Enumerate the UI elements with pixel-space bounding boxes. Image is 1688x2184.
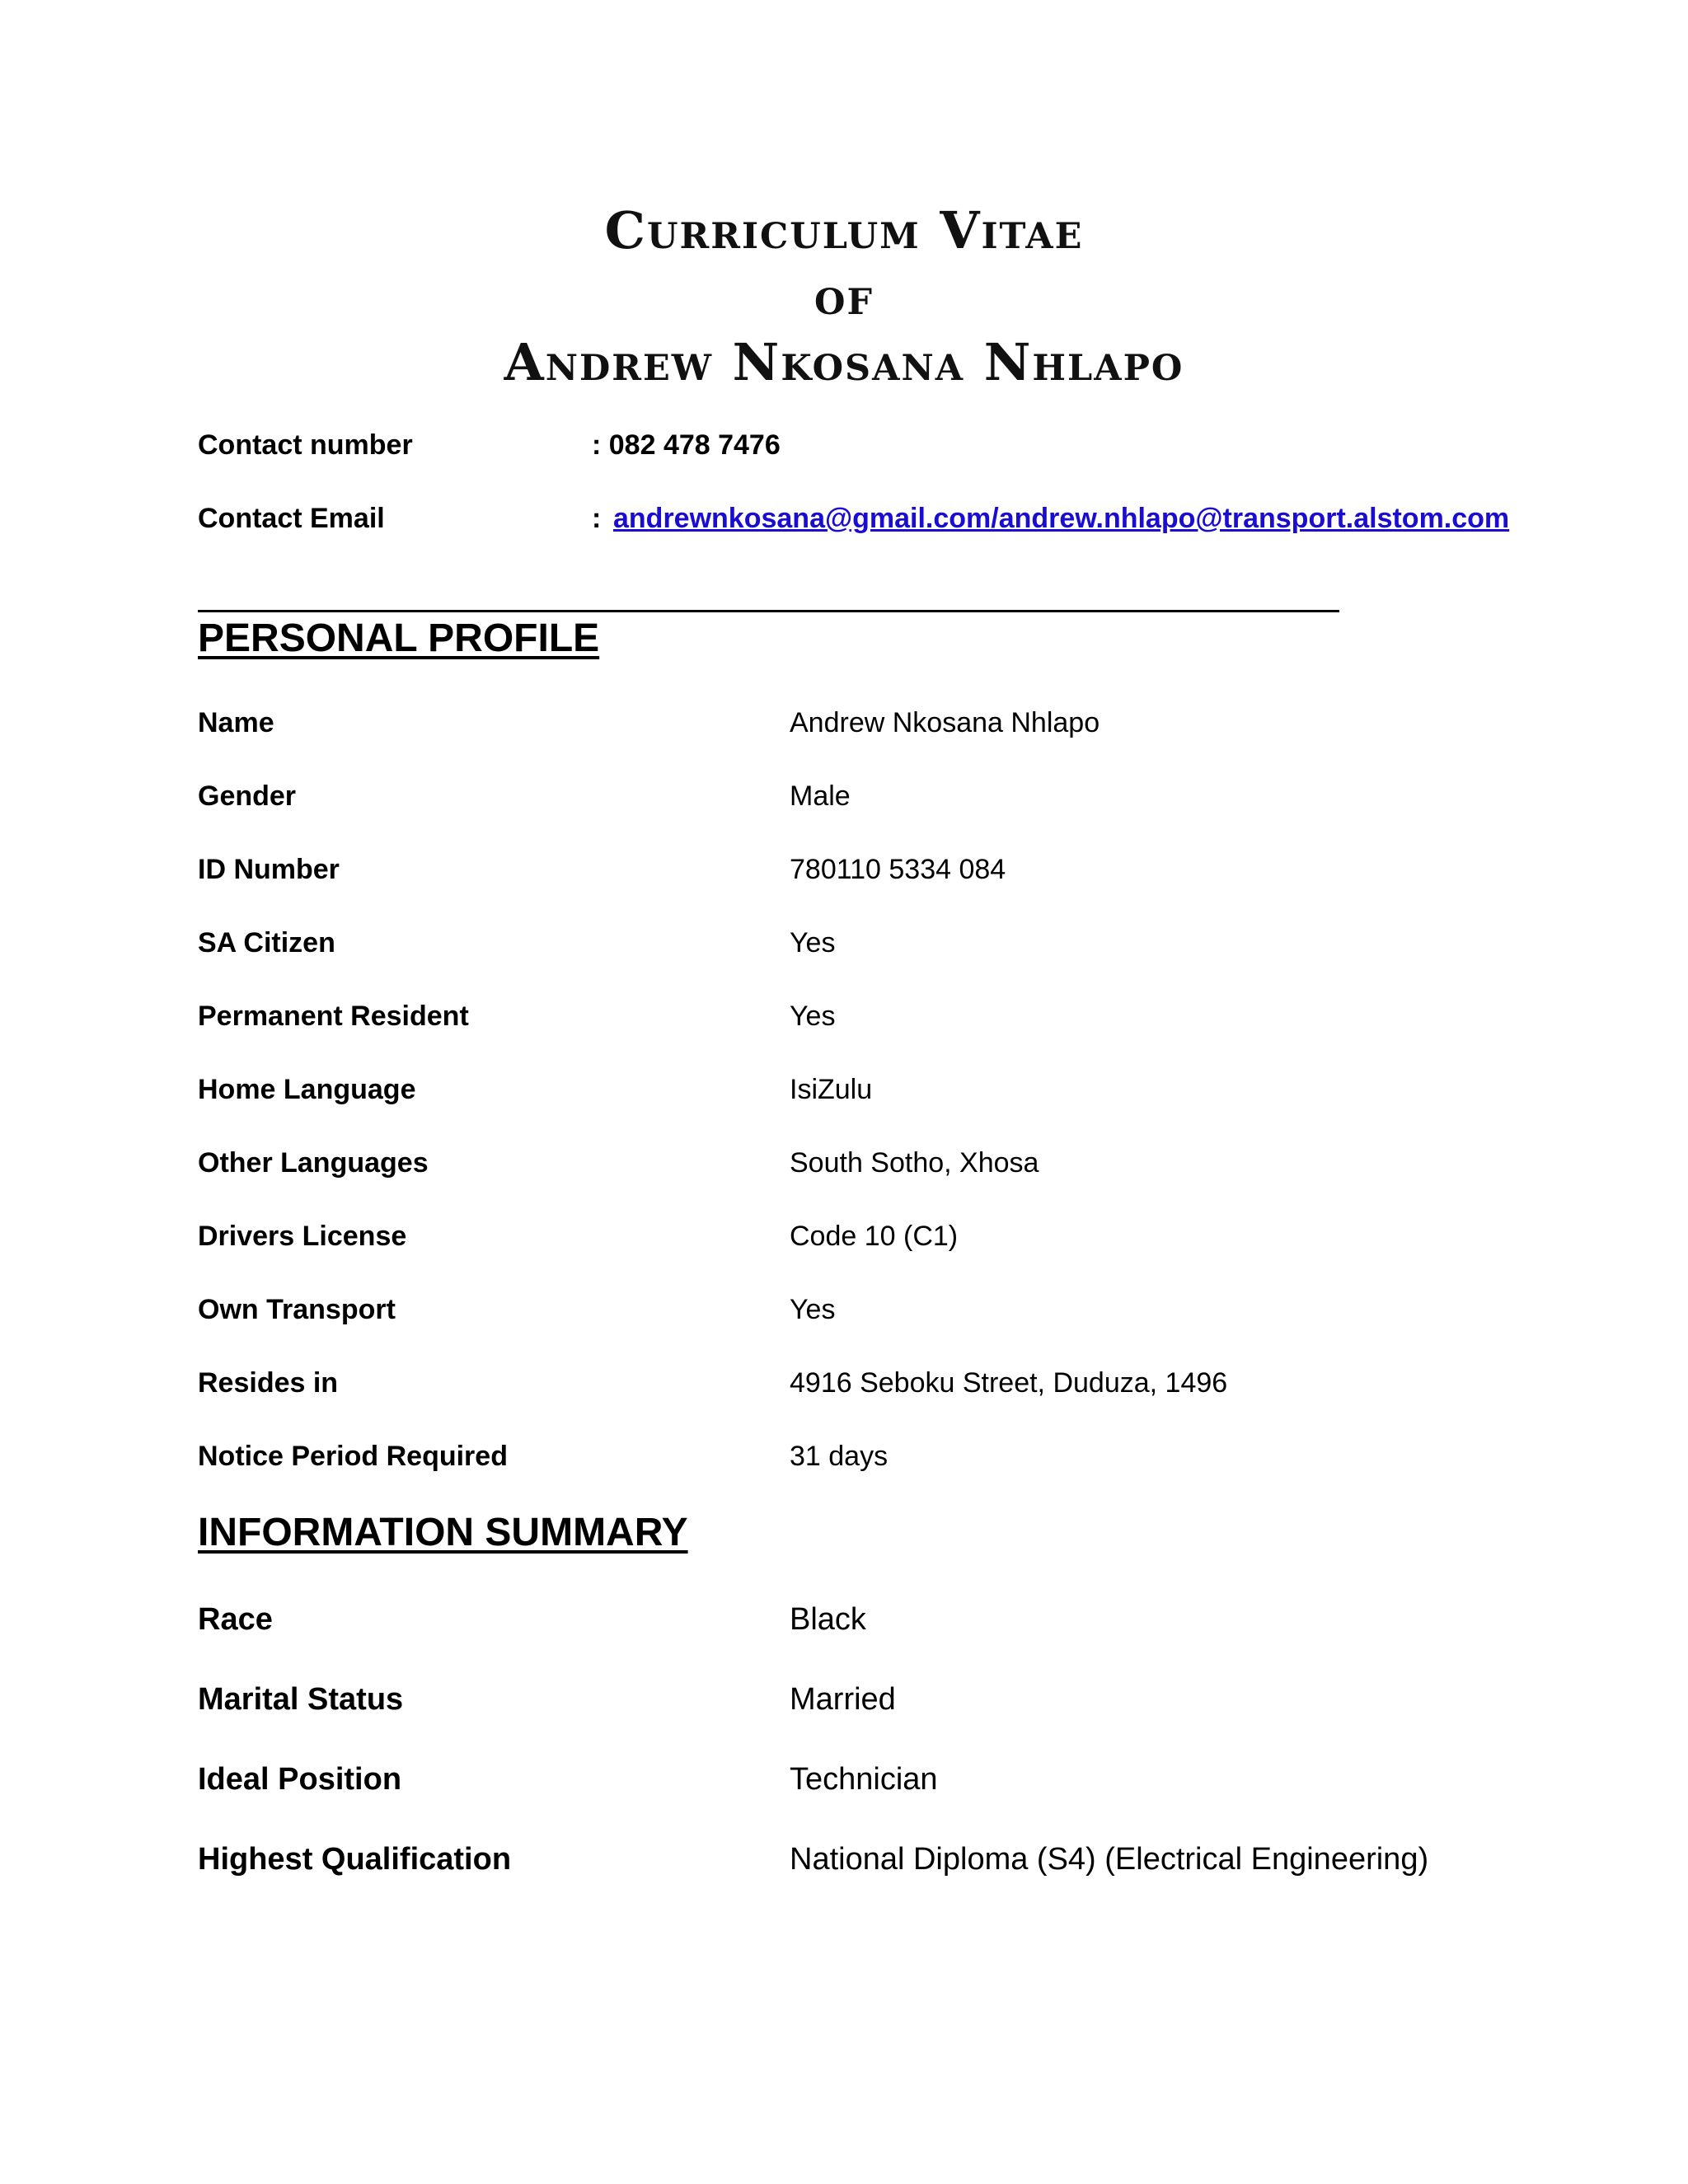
field-label: Gender (198, 780, 297, 812)
field-value: Married (790, 1682, 896, 1717)
field-row-name (198, 702, 1517, 743)
title-line-of: of (814, 266, 874, 326)
field-row-ideal-position (198, 1756, 1517, 1802)
field-label: Permanent Resident (198, 1001, 469, 1032)
section-divider (198, 610, 1339, 612)
title-line-curriculum-vitae: Curriculum Vitae (604, 200, 1084, 260)
field-row-resides-in (198, 1362, 1517, 1404)
field-value: Yes (790, 1001, 836, 1032)
field-row-notice-period (198, 1436, 1517, 1477)
contact-email-separator: : (592, 503, 602, 534)
field-label: Marital Status (198, 1682, 404, 1717)
field-row-race (198, 1596, 1517, 1643)
field-label: Home Language (198, 1074, 416, 1105)
field-label: Drivers License (198, 1221, 407, 1252)
field-value: Black (790, 1602, 866, 1637)
field-row-sa-citizen (198, 922, 1517, 963)
contact-email-link[interactable]: andrewnkosana@gmail.com/andrew.nhlapo@transport.alstom.com (613, 503, 1510, 534)
field-label: Name (198, 707, 274, 738)
field-row-id-number (198, 849, 1517, 890)
field-row-marital-status (198, 1676, 1517, 1722)
field-value: 780110 5334 084 (790, 854, 1006, 885)
field-row-home-language (198, 1069, 1517, 1110)
field-row-own-transport (198, 1289, 1517, 1330)
field-value: Yes (790, 1294, 836, 1325)
field-value: Andrew Nkosana Nhlapo (790, 707, 1100, 738)
field-value: National Diploma (S4) (Electrical Engineering) (790, 1842, 1429, 1877)
field-label: SA Citizen (198, 927, 335, 958)
field-label: Resides in (198, 1367, 339, 1399)
title-line-name: Andrew Nkosana Nhlapo (504, 332, 1184, 392)
field-label: Ideal Position (198, 1762, 402, 1797)
field-label: Highest Qualification (198, 1842, 512, 1877)
contact-number-label: Contact number (198, 429, 413, 461)
field-row-drivers-license (198, 1216, 1517, 1257)
field-row-highest-qualification (198, 1836, 1517, 1882)
field-value: 4916 Seboku Street, Duduza, 1496 (790, 1367, 1228, 1399)
information-summary-heading: INFORMATION SUMMARY (198, 1511, 688, 1554)
document-title (0, 198, 1688, 396)
field-value: IsiZulu (790, 1074, 873, 1105)
contact-email-label: Contact Email (198, 503, 385, 534)
field-label: Race (198, 1602, 273, 1637)
contact-number-value: : 082 478 7476 (592, 429, 781, 461)
field-label: Other Languages (198, 1147, 429, 1179)
field-value: South Sotho, Xhosa (790, 1147, 1039, 1179)
field-value: Yes (790, 927, 836, 958)
field-label: Own Transport (198, 1294, 396, 1325)
personal-profile-heading: PERSONAL PROFILE (198, 616, 600, 660)
field-value: 31 days (790, 1441, 889, 1472)
field-value: Male (790, 780, 851, 812)
field-row-permanent-resident (198, 996, 1517, 1037)
field-label: Notice Period Required (198, 1441, 508, 1472)
field-row-gender (198, 776, 1517, 817)
field-value: Technician (790, 1762, 938, 1797)
field-value: Code 10 (C1) (790, 1221, 959, 1252)
field-row-other-languages (198, 1142, 1517, 1183)
field-label: ID Number (198, 854, 340, 885)
